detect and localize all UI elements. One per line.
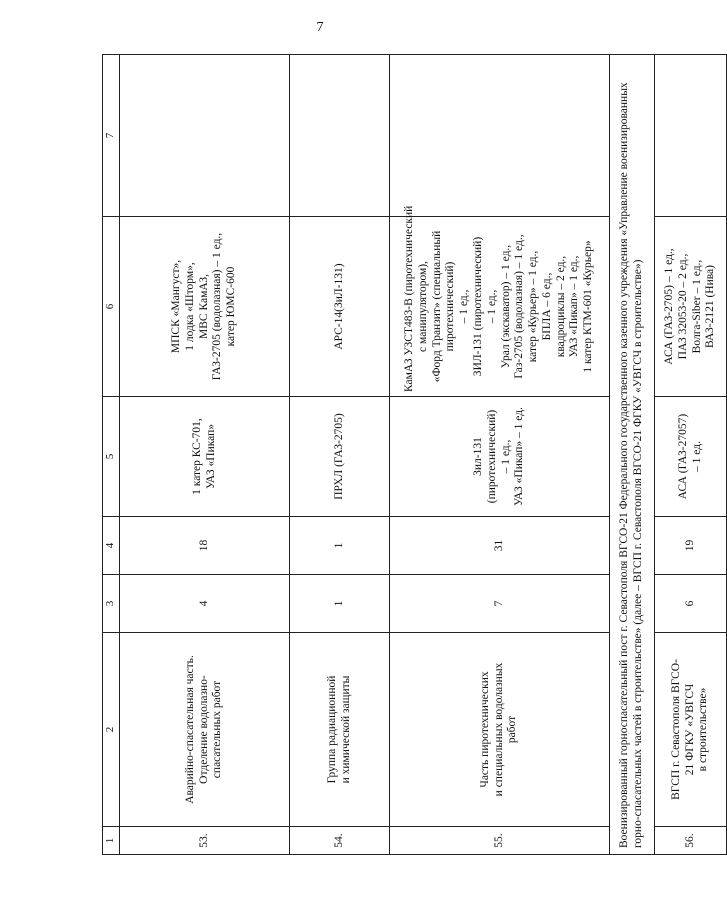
col7: [290, 55, 390, 217]
equipment-col6-line: БПЛА – 6 ед.,: [540, 272, 553, 341]
count-col4: 19: [655, 517, 727, 575]
unit-name-line: Отделение водолазно-: [197, 675, 210, 784]
equipment-col5: [120, 397, 290, 517]
equipment-col6-line: с манипулятором),: [416, 261, 429, 352]
equipment-col6-line: «Форд Транзит» (специальный: [430, 230, 443, 383]
unit-name-line: Часть пиротехнических: [478, 671, 491, 788]
count-col3: 7: [390, 575, 610, 633]
table-row: [290, 55, 390, 855]
equipment-col6-line: 1 катер КТМ-601 «Курьер»: [582, 240, 595, 373]
unit-name-line: в строительстве»: [697, 687, 710, 772]
unit-name-line: Группа радиационной: [325, 675, 338, 784]
unit-name-line: спасательных работ: [211, 680, 224, 779]
column-number-5: 5: [103, 397, 120, 517]
equipment-col6-line: Волга-Siber – 1 ед.,: [690, 259, 703, 354]
equipment-col6: [655, 217, 727, 397]
table-body: [103, 55, 727, 855]
section-banner: Военизированный горноспасательный пост г. Севастополя ВГСО-21 Федерального государственного казенного учреждения «Управление военизированных горно-спасательных частей в строительстве» (далее – ВГСП г. Севастополя ВГСО-21 ФГКУ «УВГСЧ в строительстве»): [610, 55, 655, 855]
equipment-col6-line: – 1 ед.,: [458, 289, 471, 324]
table-rotator: [102, 55, 717, 855]
count-col4: 18: [120, 517, 290, 575]
column-number-1: 1: [103, 827, 120, 855]
equipment-col5-line: – 1 ед.,: [499, 439, 512, 474]
equipment-col6-line: ГАЗ-2705 (водолазная) – 1 ед.,: [211, 232, 224, 381]
equipment-col6-line: пиротехнический): [444, 261, 457, 352]
equipment-col5-line: 1 катер КС-701,: [190, 418, 203, 495]
row-number: 54.: [290, 827, 390, 855]
equipment-col5: [390, 397, 610, 517]
equipment-col6-line: ВАЗ-2121 (Нива): [704, 265, 717, 348]
equipment-col6-line: УАЗ «Пикап» – 1 ед.,: [568, 255, 581, 358]
row-number: 55.: [390, 827, 610, 855]
equipment-col6-line: катер ЮМС-600: [225, 266, 238, 347]
unit-name-line: и химической защиты: [339, 675, 352, 784]
equipment-col6-line: катер «Курьер» – 1 ед.,: [527, 250, 540, 363]
table-row: [390, 55, 610, 855]
row-number: 56.: [655, 827, 727, 855]
equipment-col6: [390, 205, 610, 397]
row-number: 53.: [120, 827, 290, 855]
equipment-col5-line: ПРХЛ (ГАЗ-2705): [332, 413, 345, 500]
column-number-6: 6: [103, 217, 120, 397]
unit-name: [390, 633, 610, 827]
equipment-col6-line: МПСК «Мангуст»,: [170, 259, 182, 354]
section-banner-row: [610, 55, 655, 855]
unit-name: [655, 633, 727, 827]
unit-name: [120, 633, 290, 827]
unit-name-line: ВГСП г. Севастополя ВГСО-: [669, 659, 682, 800]
equipment-col5-line: АСА (ГАЗ-27057): [676, 413, 689, 500]
page-number: 7: [316, 20, 324, 35]
count-col4: 31: [390, 517, 610, 575]
equipment-col6: [120, 217, 290, 397]
equipment-col6-line: МВС КамАЗ,: [197, 274, 210, 339]
equipment-col5-line: Зил-131: [471, 437, 484, 476]
equipment-col6-line: ЗИЛ-131 (пиротехнический): [471, 236, 484, 377]
unit-name-line: Аварийно-спасательная часть.: [183, 655, 196, 804]
unit-name: [290, 633, 390, 827]
equipment-col6-line: АРС-14(ЗиЛ-131): [332, 263, 345, 350]
column-number-2: 2: [103, 633, 120, 827]
equipment-col6-line: 1 лодка «Шторм»,: [183, 262, 196, 351]
equipment-col6: [290, 217, 390, 397]
equipment-col5-line: УАЗ «Пикап» – 1 ед.: [513, 407, 526, 506]
count-col3: 1: [290, 575, 390, 633]
equipment-col5-line: (пиротехнический): [485, 409, 498, 504]
column-number-7: 7: [103, 55, 120, 217]
header-row: [103, 55, 120, 855]
count-col3: 6: [655, 575, 727, 633]
rotated-table-area: [102, 55, 717, 855]
equipment-col5-line: – 1 ед.: [690, 441, 703, 472]
equipment-col5: [290, 397, 390, 517]
vehicle-table: [102, 54, 727, 855]
unit-name-line: и специальных водолазных: [492, 662, 505, 797]
count-col3: 4: [120, 575, 290, 633]
equipment-col5-line: УАЗ «Пикап»: [204, 423, 217, 490]
equipment-col5: [655, 397, 727, 517]
table-row: [655, 55, 727, 855]
equipment-col6-line: АСА (ГАЗ-2705) – 1 ед.,: [662, 248, 675, 365]
count-col4: 1: [290, 517, 390, 575]
col7: [120, 55, 290, 217]
equipment-col6-line: квадроциклы – 2 ед.,: [554, 255, 567, 358]
unit-name-line: 21 ФГКУ «УВГСЧ: [683, 683, 696, 776]
equipment-col6-line: Урал (экскаватор) – 1 ед.,: [499, 244, 512, 369]
col7: [655, 55, 727, 217]
column-number-3: 3: [103, 575, 120, 633]
equipment-col6-line: Газ-2705 (водолазная) – 1 ед.,: [513, 234, 526, 379]
col7: [390, 55, 610, 217]
equipment-col6-line: ПАЗ 32053-20 – 2 ед.,: [676, 253, 689, 360]
equipment-col6-line: – 1 ед.,: [485, 289, 498, 324]
equipment-col6-line: КамАЗ УЗСТ483-В (пиротехнический: [402, 205, 415, 392]
unit-name-line: работ: [506, 715, 519, 744]
table-row: [120, 55, 290, 855]
column-number-4: 4: [103, 517, 120, 575]
